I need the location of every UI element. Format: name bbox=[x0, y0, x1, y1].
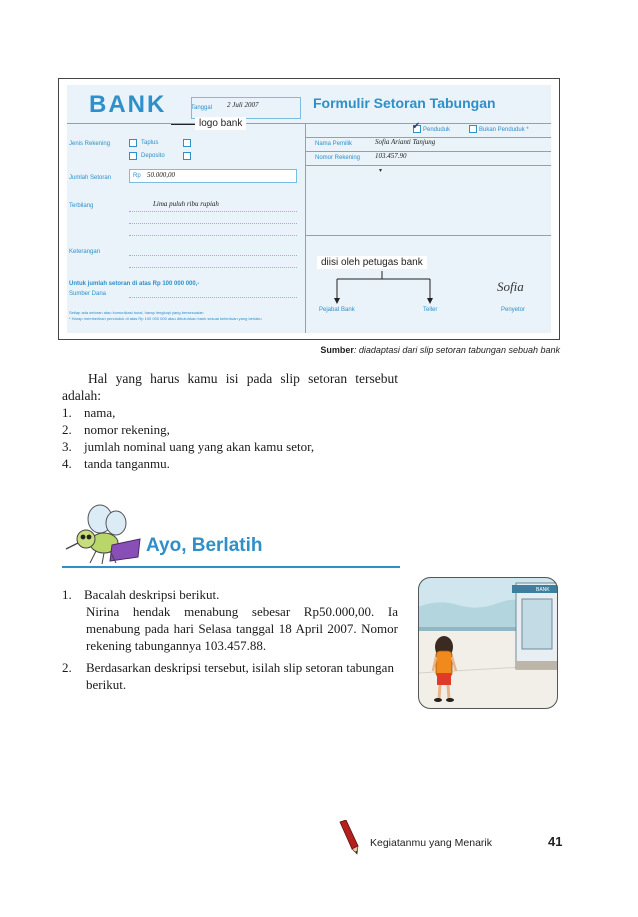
slip-tanggal-value: 2 Juli 2007 bbox=[227, 101, 259, 109]
taplus-label: Taplus bbox=[141, 140, 159, 146]
terbilang-label: Terbilang bbox=[69, 203, 94, 209]
nama-pemilik-value: Sofia Arianti Tanjung bbox=[375, 138, 436, 146]
fine-print-2: * Harap memberikan penduduk di atas Rp 100 000 000 atau dibutuhkan bank sesuai ketentuan yang berlaku bbox=[69, 316, 262, 321]
exercise-item-2-num: 2. bbox=[62, 660, 72, 675]
illustration-bank-sign: BANK bbox=[536, 587, 550, 593]
bukan-penduduk-label: Bukan Penduduk * bbox=[479, 127, 529, 133]
terbilang-value: Lima puluh ribu rupiah bbox=[153, 200, 219, 208]
intro-paragraph: Hal yang harus kamu isi pada slip setoran tersebut adalah: bbox=[62, 371, 398, 403]
deposito-label: Deposito bbox=[141, 153, 165, 159]
slip-form bbox=[67, 85, 551, 333]
slip-tanggal-label: Tanggal bbox=[191, 105, 213, 111]
caption-bold: Sumber bbox=[320, 345, 354, 355]
girl-at-bank-illustration bbox=[418, 577, 558, 709]
nomor-rekening-label: Nomor Rekening bbox=[315, 155, 361, 161]
exercise-item-1: 1. Bacalah deskripsi berikut. bbox=[62, 587, 220, 602]
source-caption bbox=[320, 345, 560, 355]
exercise-item-2-text: Berdasarkan deskripsi tersebut, isilah slip setoran tabungan berikut. bbox=[86, 660, 394, 692]
penduduk-label: Penduduk bbox=[423, 127, 451, 133]
penyetor-label: Penyetor bbox=[501, 307, 526, 313]
footer-chapter-title: Kegiatanmu yang Menarik bbox=[370, 837, 492, 849]
bank-logo: BANK bbox=[89, 91, 167, 118]
page-number: 41 bbox=[548, 834, 563, 849]
annotation-logo-bank: logo bank bbox=[195, 117, 246, 130]
check-icon: ✔ bbox=[412, 121, 421, 132]
mosquito-mascot-icon bbox=[60, 503, 142, 565]
annotation-diisi-petugas: diisi oleh petugas bank bbox=[317, 256, 427, 269]
jumlah-value: 50.000,00 bbox=[147, 171, 175, 179]
annotation-arrows bbox=[329, 271, 439, 305]
heading-underline bbox=[62, 566, 400, 568]
intro-list-item: 4. tanda tanganmu. bbox=[62, 456, 170, 471]
nomor-rekening-value: 103.457.90 bbox=[375, 152, 407, 160]
nama-pemilik-label: Nama Pemilik bbox=[315, 141, 353, 147]
caption-rest: : diadaptasi dari slip setoran tabungan sebuah bank bbox=[353, 345, 560, 355]
exercise-description: Nirina hendak menabung sebesar Rp50.000,00. Ia menabung pada hari Selasa tanggal 18 April 2007. Nomor rekening tabungannya 103.457.88. bbox=[86, 604, 398, 653]
form-title: Formulir Setoran Tabungan bbox=[313, 95, 496, 111]
rp-label: Rp bbox=[133, 173, 141, 179]
note-line: Untuk jumlah setoran di atas Rp 100 000 000,- bbox=[69, 281, 200, 287]
intro-list-item: 3. jumlah nominal uang yang akan kamu setor, bbox=[62, 439, 315, 454]
intro-list-item: 2. nomor rekening, bbox=[62, 422, 170, 437]
exercise-heading: Ayo, Berlatih bbox=[146, 535, 263, 556]
keterangan-label: Keterangan bbox=[69, 249, 101, 255]
pencil-icon bbox=[336, 820, 362, 856]
teller-label: Teller bbox=[423, 307, 438, 313]
bank-slip-image bbox=[58, 78, 560, 340]
marker-icon: ▾ bbox=[379, 168, 383, 174]
signature: Sofia bbox=[497, 279, 524, 294]
jumlah-setoran-label: Jumlah Setoran bbox=[69, 175, 112, 181]
sumber-dana-label: Sumber Dana bbox=[69, 291, 107, 297]
pejabat-bank-label: Pejabat Bank bbox=[319, 307, 355, 313]
intro-list-item: 1. nama, bbox=[62, 405, 116, 420]
jenis-rekening-label: Jenis Rekening bbox=[69, 141, 111, 147]
fine-print-1: Setiap ada setoran atau komunikasi tunai, harap lengkapi yang bersesuaian bbox=[69, 310, 204, 315]
